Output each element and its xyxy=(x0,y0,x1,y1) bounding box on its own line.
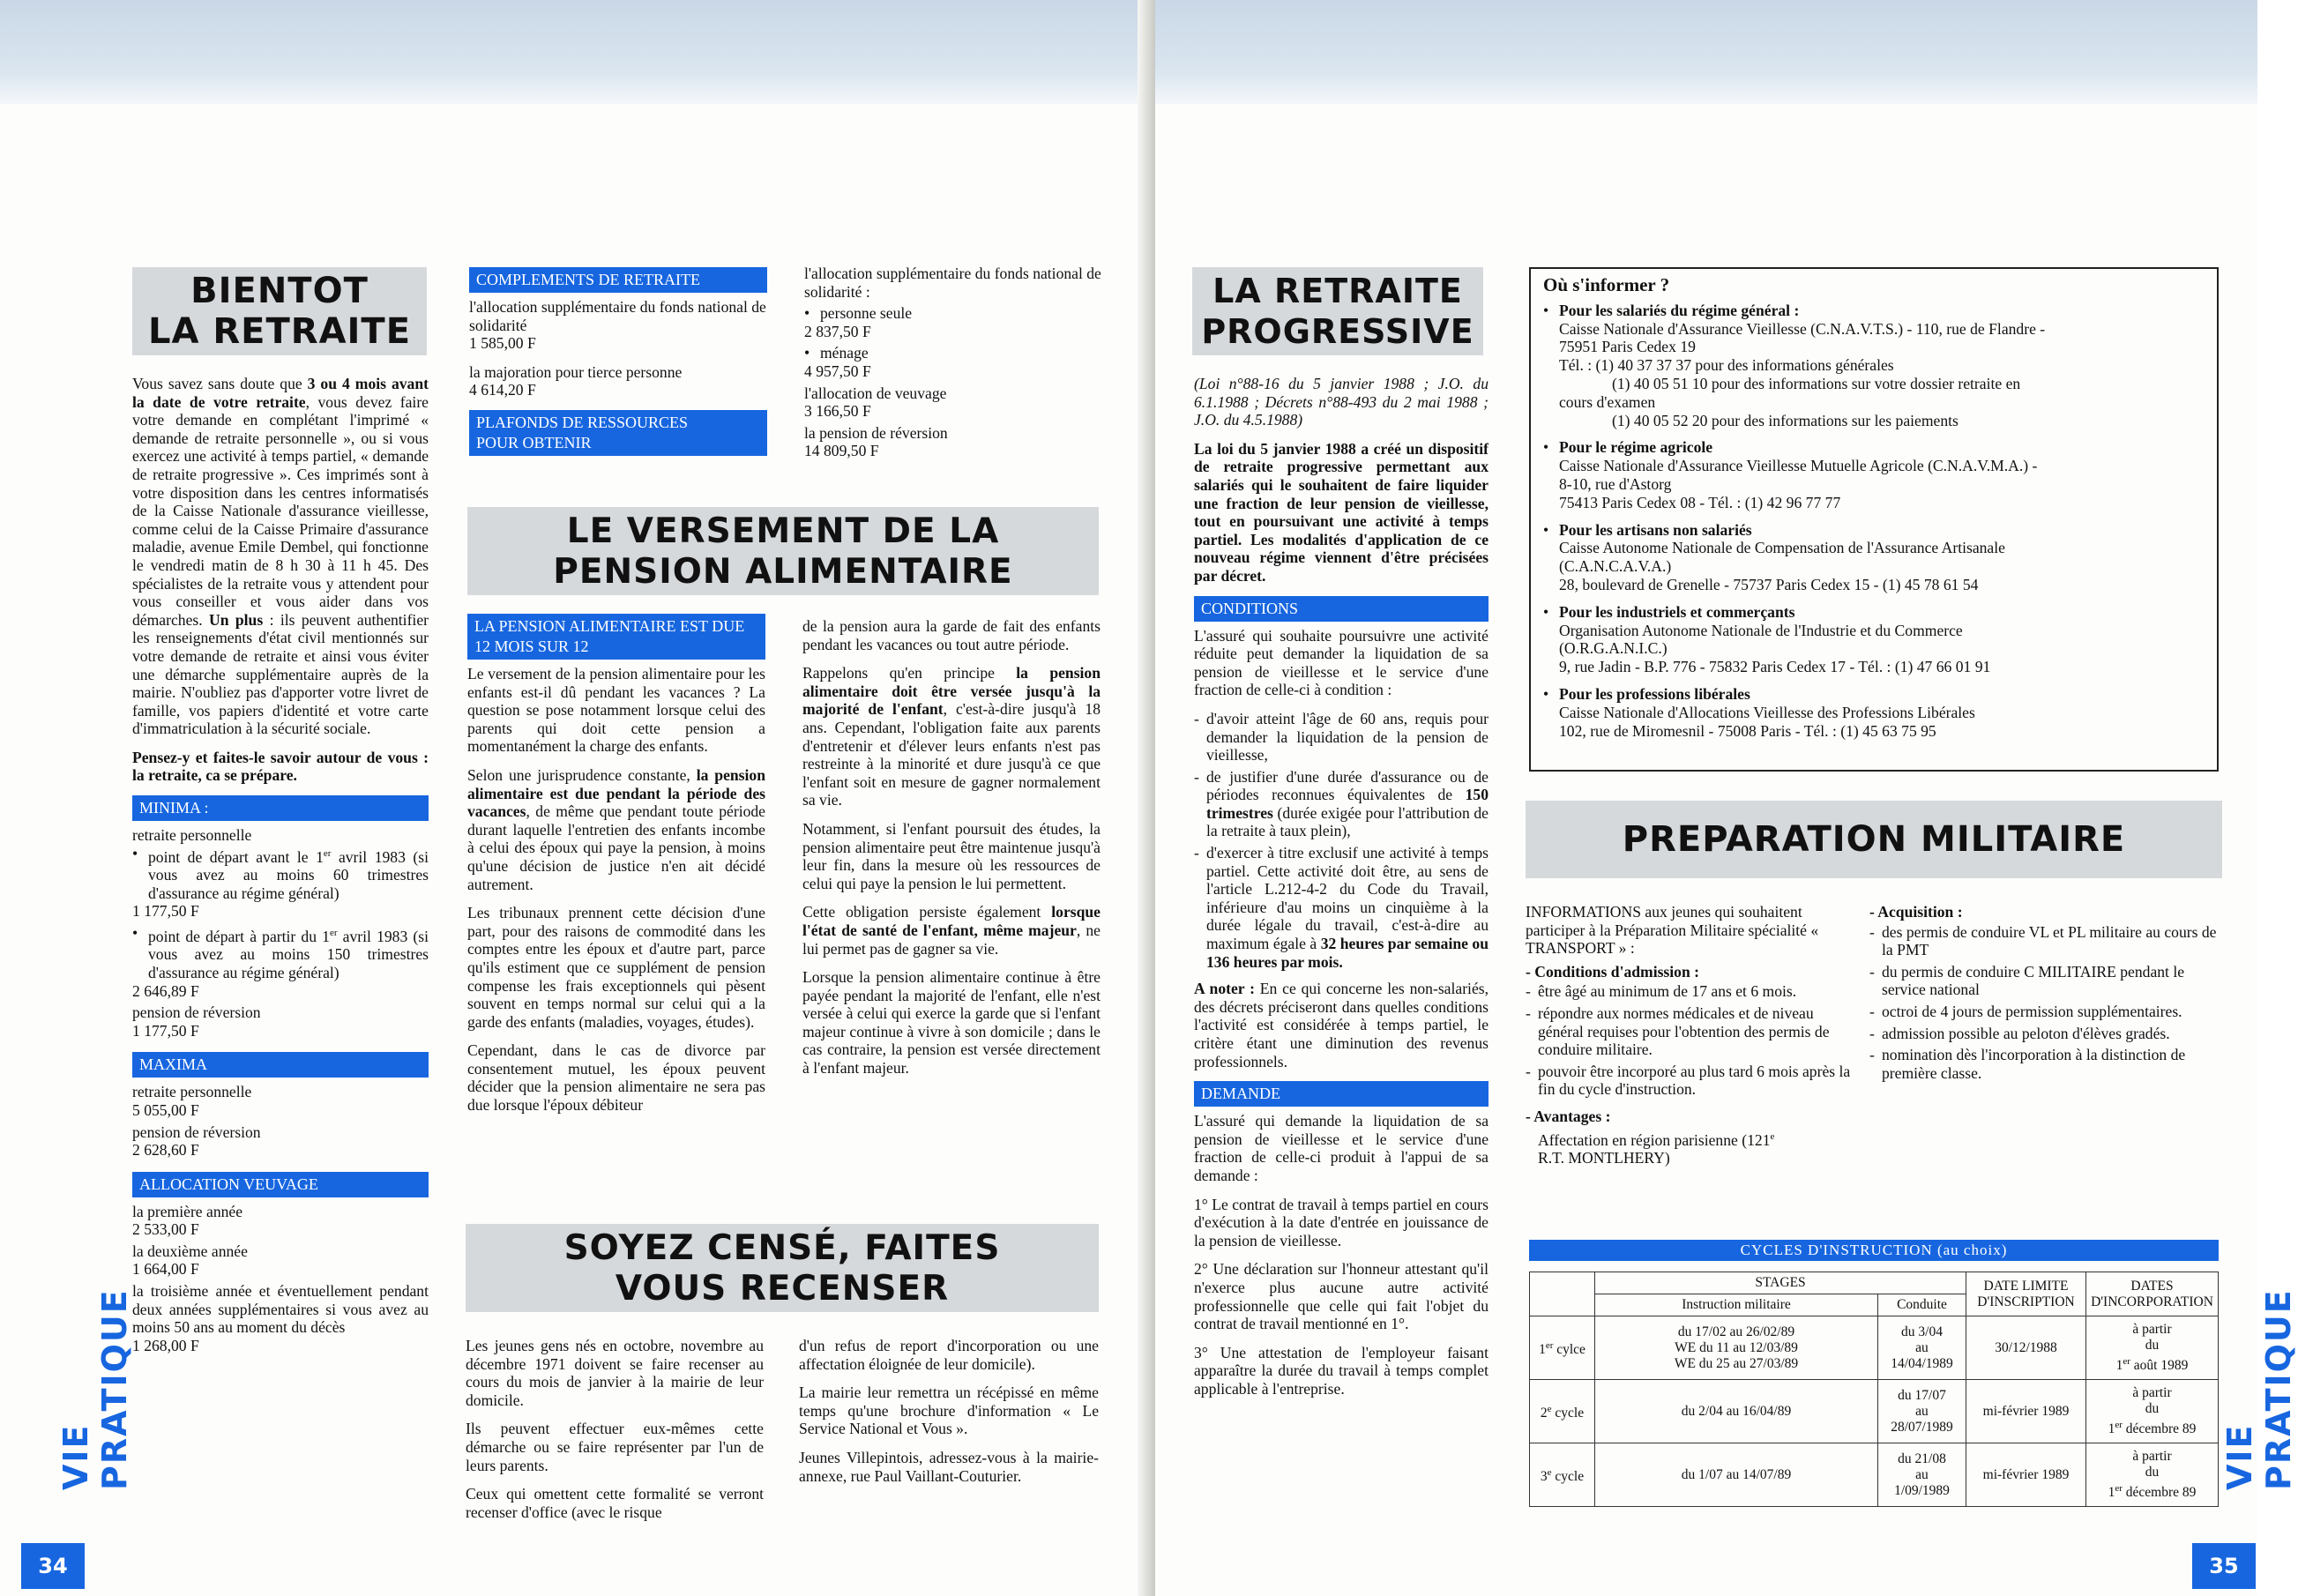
bientot-intro: Vous savez sans doute que 3 ou 4 mois avant la date de votre retraite, vous devez faire votre demande en complétant l'imprimé « demande de retraite personnelle », ou si vous exercez une activité à temps partiel, « demande de retraite progressive ». Ces imprimés sont à votre disposition dans les centres informatisés de la Caisse Nationale d'assurance vieillesse, comme celui de la Caisse Primaire d'assurance maladie, avenue Emile Dembel, qui fonctionne le vendredi matin de 8 h 30 à 11 h 45. Des spécialistes de la retraite vous y attendent pour vous conseiller et vous aider dans vos démarches. Un plus : ils peuvent authentifier les renseignements d'état civil mentionnés sur votre demande de retraite et ainsi vous éviter une démarche supplémentaire auprès de la mairie. N'oubliez pas d'apporter votre livret de famille, vos papiers d'identité et votre carte d'immatriculation à la sécurité sociale. xyxy=(132,375,429,738)
page-top-band xyxy=(1155,0,2257,104)
informer-regime-general: • Pour les salariés du régime général : Caisse Nationale d'Assurance Vieillesse (C.N.A.V.T.S.) - 110, rue de Flandre - 75951 Paris Cedex 19 Tél. : (1) 40 37 37 37 pour des informations générales (1) 40 05 51 10 pour des informations sur votre dossier retraite en cours d'examen (1) 40 05 52 20 pour des informations sur les paiements xyxy=(1543,302,2205,430)
column-retraite-progressive: (Loi n°88-16 du 5 janvier 1988 ; J.O. du 6.1.1988 ; Décrets n°88-493 du 2 mai 1988 ; J.O. du 4.5.1988) La loi du 5 janvier 1988 a créé un dispositif de retraite progressive permettant aux salariés qui le souhaitent de faire liquider une fraction de leur pension de vieillesse, tout en poursuivant une activité à temps partiel. Les modalités d'application de ce nouveau régime viennent d'être précisées par décret. CONDITIONS L'assuré qui souhaite poursuivre une activité réduite peut demander la liquidation de sa pension de vieillesse et le service d'une fraction de celle-ci à condition : - d'avoir atteint l'âge de 60 ans, requis pour demander la liquidation de la pension de vieillesse, - de justifier d'une durée d'assurance ou de périodes reconnues équivalentes de 150 trimestres (durée exigée pour l'attribution de la retraite à taux plein), - d'exercer à titre exclusif une activité à temps partiel. Cette activité doit être, au sens de l'article L.212-4-2 du Code du Travail, inférieure d'au moins un cinquième à la durée légale du travail, c'est-à-dire au maximum égale à 32 heures par semaine ou 136 heures par mois. A noter : En ce qui concerne les non-salariés, des décrets préciseront dans quelles conditions l'activité est considérée à temps partiel, le critère étant une diminution des revenus professionnels. DEMANDE L'assuré qui demande la liquidation de sa pension de vieillesse et le service d'une fraction de celle-ci produit à l'appui de sa demande : 1° Le contrat de travail à temps partiel en cours d'exécution à la date d'entrée en jouissance de la pension de vieillesse. 2° Une déclaration sur l'honneur attestant qu'il n'exerce plus aucune autre activité professionnelle que celle qui fait l'objet du contrat de travail mentionné en 1°. 3° Une attestation de l'employeur faisant apparaître la durée du travail à temps complet applicable à l'entreprise. xyxy=(1194,375,1488,1409)
section-label-vie-pratique: VIE PRATIQUE xyxy=(56,1288,134,1490)
box-ou-s-informer: Où s'informer ? • Pour les salariés du régime général : Caisse Nationale d'Assurance Vieillesse (C.N.A.V.T.S.) - 110, rue de Flandre - 75951 Paris Cedex 19 Tél. : (1) 40 37 37 37 pour des informations générales (1) 40 05 51 10 pour des informations sur votre dossier retraite en cours d'examen (1) 40 05 52 20 pour des informations sur les paiements • Pour le régime agricole Caisse Nationale d'Assurance Vieillesse Mutuelle Agricole (C.N.A.V.M.A.) - 8-10, rue d'Astorg 75413 Paris Cedex 08 - Tél. : (1) 42 96 77 77 • Pour les artisans non salariés Caisse Autonome Nationale de Compensation de l'Assurance Artisanale (C.A.N.C.A.V.A.) 28, boulevard de Grenelle - 75737 Paris Cedex 15 - (1) 45 78 61 54 • Pour les industriels et commerçants Organisation Autonome Nationale de l'Industrie et du Commerce (O.R.G.A.N.I.C.) 9, rue Jadin - B.P. 776 - 75832 Paris Cedex 17 - Tél. : (1) 47 66 01 91 • Pour les professions libérales Caisse Nationale d'Allocations Vieillesse des Professions Libérales 102, rue de Miromesnil - 75008 Paris - Tél. : (1) 45 63 75 95 xyxy=(1529,267,2219,772)
table-row: 3e cycle du 1/07 au 14/07/89 du 21/08 au 1/09/1989 mi-février 1989 à partir du 1er décembre 89 xyxy=(1530,1443,2219,1507)
minima-label: retraite personnelle xyxy=(132,826,252,845)
plafond-menage: • ménage 4 957,50 F xyxy=(804,344,1104,380)
column-versement-2: de la pension aura la garde de fait des enfants pendant les vacances ou tout autre période. Rappelons qu'en principe la pension alimentaire doit être versée jusqu'à la majorité de l'enfant, c'est-à-dire jusqu'à 18 ans. Cependant, l'obligation faite aux parents d'entretenir et d'élever leurs enfants n'est pas restreinte à la minorité et dure jusqu'à ce que l'enfant soit en mesure de gagner normalement sa vie. Notamment, si l'enfant poursuit des études, la pension alimentaire peut être maintenue jusqu'à leur fin, dans la mesure où les ressources de celui qui paye la pension le lui permettent. Cette obligation persiste également lorsque l'état de santé de l'enfant, même majeur, ne lui permet pas de gagner sa vie. Lorsque la pension alimentaire continue à être payée pendant la majorité de l'enfant, elle n'est versée à celui qui exerce la garde que si l'enfant majeur continue à vivre à son domicile ; dans le cas contraire, la pension est versée directement à l'enfant majeur. xyxy=(802,617,1101,1078)
page-top-band xyxy=(0,0,1155,104)
bar-maxima: MAXIMA xyxy=(132,1052,429,1078)
column-recensement-2: d'un refus de report d'incorporation ou une affectation éloignée de leur domicile). La mairie leur remettra un récépissé en même temps qu'une brochure d'information « Le Service National et Vous ». Jeunes Villepintois, adressez-vous à la mairie-annexe, rue Paul Vaillant-Couturier. xyxy=(799,1337,1099,1485)
informer-list xyxy=(1543,302,2205,741)
minima-item-1: • point de départ avant le 1er avril 1983 (si vous avez au moins 60 trimestres d'assurance au régime général) 1 177,50 F xyxy=(132,845,429,921)
informer-regime-agricole: • Pour le régime agricole Caisse Nationale d'Assurance Vieillesse Mutuelle Agricole (C.N.A.V.M.A.) - 8-10, rue d'Astorg 75413 Paris Cedex 08 - Tél. : (1) 42 96 77 77 xyxy=(1543,438,2205,511)
column-militaire-2: - Acquisition : - des permis de conduire VL et PL militaire au cours de la PMT - du permis de conduire C MILITAIRE pendant le service national - octroi de 4 jours de permission supplémentaires. - admission possible au peloton d'élèves gradés. - nomination dès l'incorporation à la distinction de première classe. xyxy=(1869,903,2222,1085)
table-row: 1er cylce du 17/02 au 26/02/89 WE du 11 au 12/03/89 WE du 25 au 27/03/89 du 3/04 au 14/04/1989 30/12/1988 à partir du 1er août 1989 xyxy=(1530,1316,2219,1380)
heading-bientot-la-retraite: BIENTOT LA RETRAITE xyxy=(132,267,427,355)
plafond-reversion: la pension de réversion 14 809,50 F xyxy=(804,423,948,460)
page-number-34: 34 xyxy=(21,1543,85,1589)
bar-minima: MINIMA : xyxy=(132,795,429,821)
plafonds-list xyxy=(804,304,1104,380)
informer-professions-liberales: • Pour les professions libérales Caisse Nationale d'Allocations Vieillesse des Professions Libérales 102, rue de Miromesnil - 75008 Paris - Tél. : (1) 45 63 75 95 xyxy=(1543,685,2205,740)
heading-soyez-recense: SOYEZ CENSÉ, FAITES VOUS RECENSER xyxy=(466,1224,1099,1312)
column-allocation-supplementaire: l'allocation supplémentaire du fonds national de solidarité : • personne seule 2 837,50 F • ménage 4 957,50 F l'allocation de veuvage 3 166,50 F la pension de réversion 14 809,50 F xyxy=(804,265,1104,460)
bar-conditions: CONDITIONS xyxy=(1194,596,1488,622)
minima-item-2: • point de départ à partir du 1er avril 1983 (si vous avez au moins 150 trimestres d'assurance au régime général) 2 646,89 F xyxy=(132,924,429,1000)
minima-reversion: pension de réversion 1 177,50 F xyxy=(132,1003,261,1040)
plafond-veuvage: l'allocation de veuvage 3 166,50 F xyxy=(804,384,947,421)
cycles-table: STAGES DATE LIMITE D'INSCRIPTION DATES D'INCORPORATION Instruction militaire Conduite 1er cylce du 17/02 au 26/02/89 WE du 11 au 12/03/89 WE du 25 au 27/03/89 du 3/04 au 14/04/1989 30/12/1988 à partir du 1er août 1989 2e cycle du 2/04 au 16/04/89 du 17/07 au 28/07/1989 mi-février 1989 à partir du 1er décembre 89 3e cycle du 1/07 au 14/07/89 du 21/08 au 1/09/1989 mi-février 1989 à partir du 1er décembre 89 xyxy=(1529,1272,2219,1507)
veuvage-year-1: la première année 2 533,00 F xyxy=(132,1202,243,1239)
informer-industriels: • Pour les industriels et commerçants Organisation Autonome Nationale de l'Industrie et du Commerce (O.R.G.A.N.I.C.) 9, rue Jadin - B.P. 776 - 75832 Paris Cedex 17 - Tél. : (1) 47 66 01 91 xyxy=(1543,603,2205,676)
bar-allocation-veuvage: ALLOCATION VEUVAGE xyxy=(132,1172,429,1197)
bar-complements-de-retraite: COMPLEMENTS DE RETRAITE xyxy=(469,267,767,293)
bientot-conclusion: Pensez-y et faites-le savoir autour de vous : la retraite, ca se prépare. xyxy=(132,748,429,785)
right-page xyxy=(1155,0,2298,1596)
bar-plafonds-de-ressources: PLAFONDS DE RESSOURCES POUR OBTENIR xyxy=(469,410,767,456)
informer-artisans: • Pour les artisans non salariés Caisse Autonome Nationale de Compensation de l'Assurance Artisanale (C.A.N.C.A.V.A.) 28, boulevard de Grenelle - 75737 Paris Cedex 15 - (1) 45 78 61 54 xyxy=(1543,521,2205,594)
maxima-personnelle: retraite personnelle 5 055,00 F xyxy=(132,1083,252,1119)
plafond-personne-seule: • personne seule 2 837,50 F xyxy=(804,304,1104,340)
bar-pension-alimentaire-12-mois: LA PENSION ALIMENTAIRE EST DUE 12 MOIS SUR 12 xyxy=(467,614,765,660)
militaire-acquisition-list: - des permis de conduire VL et PL militaire au cours de la PMT - du permis de conduire C MILITAIRE pendant le service national - octroi de 4 jours de permission supplémentaires. - admission possible au peloton d'élèves gradés. - nomination dès l'incorporation à la distinction de première classe. xyxy=(1869,923,2222,1083)
section-label-vie-pratique: VIE PRATIQUE xyxy=(2220,1288,2298,1490)
heading-preparation-militaire: PREPARATION MILITAIRE xyxy=(1526,801,2222,878)
complement-1: l'allocation supplémentaire du fonds national de solidarité 1 585,00 F xyxy=(469,298,766,353)
column-versement-1: LA PENSION ALIMENTAIRE EST DUE 12 MOIS SUR 12 Le versement de la pension alimentaire pour les enfants est-il dû pendant les vacances ? La question se pose notamment lorsque celui des parents qui doit cette pension a momentanément la charge des enfants. Selon une jurisprudence constante, la pension alimentaire est due pendant la période des vacances, de même que pendant toute période durant laquelle l'entretien des enfants incombe à celui des époux qui paye la pension, à moins qu'une décision de justice n'en ait décidé autrement. Les tribunaux prennent cette décision d'une part, pour des raisons de commodité dans les comptes entre les époux et d'autre part, parce qu'ils estiment que ce supplément de pension compense les frais exceptionnels qui pèsent souvent en temps normal sur celui qui a la garde des enfants (maladies, voyages, études). Cependant, dans le cas de divorce par consentement mutuel, les époux peuvent décider que la pension alimentaire ne sera pas due lorsque l'époux débiteur xyxy=(467,614,765,1125)
heading-versement-pension-alimentaire: LE VERSEMENT DE LA PENSION ALIMENTAIRE xyxy=(467,507,1099,595)
complement-2: la majoration pour tierce personne 4 614,20 F xyxy=(469,362,683,399)
veuvage-year-3: la troisième année et éventuellement pendant deux années supplémentaires si vous avez au moins 50 ans au moment du décès 1 268,00 F xyxy=(132,1282,429,1354)
militaire-conditions-list: - être âgé au minimum de 17 ans et 6 mois. - répondre aux normes médicales et de niveau général requises pour l'obtention des permis de conduire militaire. - pouvoir être incorporé au plus tard 6 mois après la fin du cycle d'instruction. xyxy=(1526,982,1861,1099)
table-row: 2e cycle du 2/04 au 16/04/89 du 17/07 au 28/07/1989 mi-février 1989 à partir du 1er décembre 89 xyxy=(1530,1380,2219,1443)
maxima-reversion: pension de réversion 2 628,60 F xyxy=(132,1122,261,1160)
column-militaire-1: INFORMATIONS aux jeunes qui souhaitent participer à la Préparation Militaire spécialité « TRANSPORT » : - Conditions d'admission : - être âgé au minimum de 17 ans et 6 mois. - répondre aux normes médicales et de niveau général requises pour l'obtention des permis de conduire militaire. - pouvoir être incorporé au plus tard 6 mois après la fin du cycle d'instruction. - Avantages : Affectation en région parisienne (121e R.T. MONTLHERY) xyxy=(1526,903,1861,1167)
column-complements xyxy=(469,267,767,461)
minima-list xyxy=(132,845,429,1000)
veuvage-year-2: la deuxième année 1 664,00 F xyxy=(132,1242,248,1279)
column-bientot xyxy=(132,375,429,1354)
conditions-list: - d'avoir atteint l'âge de 60 ans, requis pour demander la liquidation de la pension de vieillesse, - de justifier d'une durée d'assurance ou de périodes reconnues équivalentes de 150 trimestres (durée exigée pour l'attribution de la retraite à taux plein), - d'exercer à titre exclusif une activité à temps partiel. Cette activité doit être, au sens de l'article L.212-4-2 du Code du Travail, inférieure d'au moins un cinquième à la durée légale du travail, c'est-à-dire au maximum égale à 32 heures par semaine ou 136 heures par mois. xyxy=(1194,710,1488,971)
page-number-35: 35 xyxy=(2192,1543,2256,1589)
bar-demande: DEMANDE xyxy=(1194,1081,1488,1107)
heading-retraite-progressive: LA RETRAITE PROGRESSIVE xyxy=(1192,267,1483,355)
cycles-title-bar: CYCLES D'INSTRUCTION (au choix) xyxy=(1529,1240,2219,1261)
column-recensement-1: Les jeunes gens nés en octobre, novembre au décembre 1971 doivent se faire recenser au cours du mois de janvier à la mairie de leur domicile. Ils peuvent effectuer eux-mêmes cette démarche ou se faire représenter par l'un de leurs parents. Ceux qui omettent cette formalité se verront recenser d'office (avec le risque xyxy=(466,1337,764,1521)
